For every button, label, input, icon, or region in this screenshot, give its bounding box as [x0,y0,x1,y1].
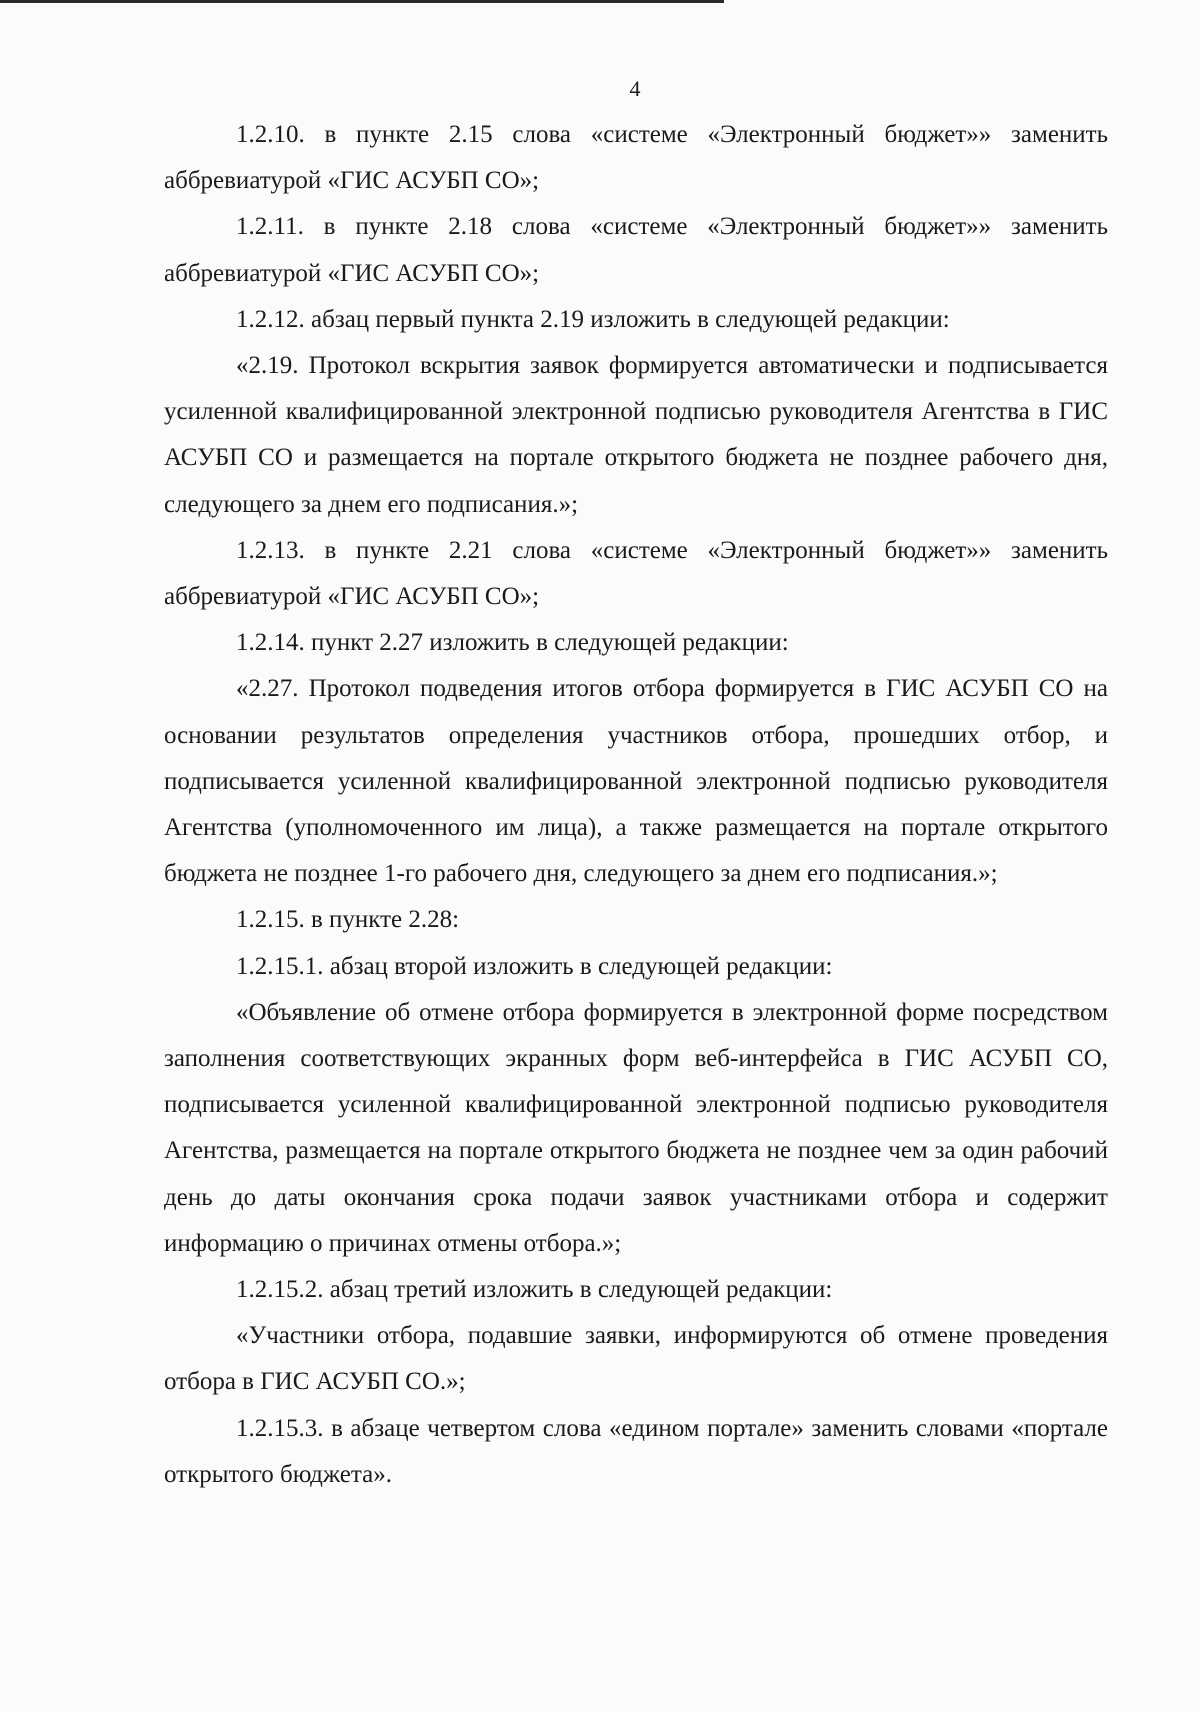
paragraph-1-2-10: 1.2.10. в пункте 2.15 слова «системе «Электронный бюджет»» заменить аббревиатурой «ГИС АСУБП СО»; [164,121,1108,195]
page-number: 4 [629,76,641,101]
paragraph-1-2-15-2: 1.2.15.2. абзац третий изложить в следующей редакции: [236,1276,833,1304]
paragraph-1-2-11: 1.2.11. в пункте 2.18 слова «системе «Электронный бюджет»» заменить аббревиатурой «ГИС АСУБП СО»; [164,213,1108,287]
paragraph-1-2-15: 1.2.15. в пункте 2.28: [236,906,460,934]
paragraph-quote-2-27: «2.27. Протокол подведения итогов отбора формируется в ГИС АСУБП СО на основании результатов определения участников отбора, прошедших отбор, и подписывается усиленной квалифицированной электронной подписью руководителя Агентства (уполномоченного им лица), а также размещается на портале открытого бюджета не позднее 1-го рабочего дня, следующего за днем его подписания.»; [164,675,1108,888]
paragraph-1-2-15-3: 1.2.15.3. в абзаце четвертом слова «едином портале» заменить словами «портале открытого бюджета». [164,1414,1108,1488]
paragraph-1-2-15-1: 1.2.15.1. абзац второй изложить в следующей редакции: [236,952,833,980]
paragraph-quote-2-19: «2.19. Протокол вскрытия заявок формируется автоматически и подписывается усиленной квалифицированной электронной подписью руководителя Агентства в ГИС АСУБП СО и размещается на портале открытого бюджета не позднее рабочего дня, следующего за днем его подписания.»; [164,352,1108,518]
paragraph-quote-participants: «Участники отбора, подавшие заявки, информируются об отмене проведения отбора в ГИС АСУБП СО.»; [164,1322,1108,1396]
paragraph-quote-cancellation-notice: «Объявление об отмене отбора формируется в электронной форме посредством заполнения соответствующих экранных форм веб-интерфейса в ГИС АСУБП СО, подписывается усиленной квалифицированной электронной подписью руководителя Агентства, размещается на портале открытого бюджета не позднее чем за один рабочий день до даты окончания срока подачи заявок участниками отбора и содержит информацию о причинах отмены отбора.»; [164,998,1108,1257]
paragraph-1-2-14: 1.2.14. пункт 2.27 изложить в следующей редакции: [236,629,789,657]
document-body [164,112,1108,1498]
top-border-line [0,0,724,3]
paragraph-1-2-13: 1.2.13. в пункте 2.21 слова «системе «Электронный бюджет»» заменить аббревиатурой «ГИС АСУБП СО»; [164,536,1108,611]
paragraph-1-2-12: 1.2.12. абзац первый пункта 2.19 изложить в следующей редакции: [236,305,950,333]
